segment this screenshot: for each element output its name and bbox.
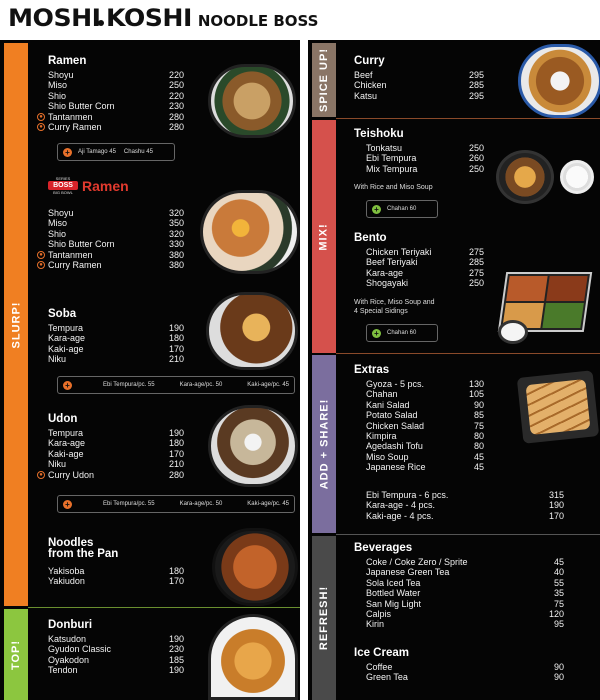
- divider-curry: [336, 118, 600, 119]
- section-ramen-title: Ramen: [48, 55, 87, 67]
- addon-ramen: + Aji Tamago 45 Chashu 45: [57, 143, 175, 161]
- section-soba-title: Soba: [48, 308, 77, 320]
- boss-series-logo: [48, 176, 129, 195]
- menu-item: ● Tantanmen 280: [48, 112, 184, 122]
- spicy-icon: ●: [37, 471, 45, 479]
- spicy-icon: ●: [37, 251, 45, 259]
- menu-item: Japanese Green Tea 40: [366, 567, 564, 578]
- band-top-label: TOP!: [10, 639, 23, 670]
- menu-item: Yakiudon 170: [48, 576, 184, 587]
- band-add-share-label: ADD + SHARE!: [318, 398, 331, 490]
- menu-item: Ebi Tempura - 6 pcs. 315: [366, 490, 564, 500]
- section-boss-ramen: [39, 208, 184, 271]
- section-beverages-title: Beverages: [354, 542, 413, 554]
- menu-item: ● Tantanmen 380: [48, 250, 184, 260]
- band-mix-label: MIX!: [318, 222, 331, 251]
- divider-mix: [336, 353, 600, 354]
- section-bento: [354, 232, 484, 316]
- plus-icon: +: [63, 148, 72, 157]
- menu-item: Green Tea 90: [366, 672, 564, 683]
- menu-item: Shoyu 220: [48, 70, 184, 80]
- menu-item: Japanese Rice 45: [366, 462, 484, 473]
- section-udon: [39, 413, 184, 480]
- band-add-share: [312, 355, 336, 533]
- menu-item: Miso 350: [48, 218, 184, 229]
- section-curry-title: Curry: [354, 55, 385, 67]
- spicy-icon: ●: [37, 123, 45, 131]
- menu-item: Ebi Tempura 260: [366, 153, 484, 164]
- menu-item: Kaki-age 170: [48, 448, 184, 459]
- menu-item: Calpis 120: [366, 609, 564, 620]
- menu-item: Shio 320: [48, 228, 184, 239]
- menu-item: Beef Teriyaki 285: [366, 257, 484, 268]
- band-slurp-label: SLURP!: [10, 301, 23, 348]
- menu-item: Katsu 295: [354, 90, 484, 101]
- boss-title: Ramen: [82, 177, 129, 194]
- band-spice: [312, 43, 336, 117]
- menu-item: Shio Butter Corn 230: [48, 101, 184, 112]
- section-donburi-title: Donburi: [48, 619, 93, 631]
- plus-icon: +: [63, 500, 72, 509]
- band-spice-label: SPICE UP!: [318, 47, 331, 113]
- menu-item: Yakisoba 180: [48, 566, 184, 576]
- menu-item: Oyakodon 185: [48, 654, 184, 665]
- menu-item: Shio Butter Corn 330: [48, 239, 184, 250]
- addon-soba: + Ebi Tempura/pc. 55 Kara-age/pc. 50 Kaki-age/pc. 45: [57, 376, 295, 394]
- addon-udon: + Ebi Tempura/pc. 55 Kara-age/pc. 50 Kaki-age/pc. 45: [57, 495, 295, 513]
- menu-item: Potato Salad 85: [366, 410, 484, 421]
- donburi-bowl-image: [208, 614, 298, 700]
- menu-item: Niku 210: [48, 354, 184, 365]
- section-icecream-title: Ice Cream: [354, 647, 409, 659]
- teishoku-note: With Rice and Miso Soup: [354, 184, 433, 192]
- divider-top: [28, 607, 300, 608]
- section-noodles-pan-title: Noodles from the Pan: [48, 537, 119, 560]
- spicy-icon: ●: [37, 113, 45, 121]
- menu-item: Kirin 95: [366, 619, 564, 630]
- menu-item: Gyoza - 5 pcs. 130: [366, 379, 484, 389]
- band-mix: [312, 120, 336, 353]
- menu-item: Coffee 90: [366, 662, 564, 672]
- boss-tag: SERIES BOSS BIG BOWL: [48, 176, 78, 195]
- section-extras-tempura: [354, 490, 564, 521]
- menu-item: Niku 210: [48, 459, 184, 470]
- menu-item: Kara-age 275: [366, 267, 484, 278]
- section-teishoku: [354, 128, 484, 192]
- menu-item: Kara-age 180: [48, 438, 184, 449]
- menu-item: Beef 295: [354, 70, 484, 80]
- menu-item: ● Curry Ramen 280: [48, 122, 184, 132]
- menu-item: Kara-age - 4 pcs. 190: [366, 500, 564, 511]
- menu-item: Tempura 190: [48, 428, 184, 438]
- band-refresh-label: REFRESH!: [318, 585, 331, 651]
- menu-item: Shogayaki 250: [366, 278, 484, 289]
- curry-plate-image: [518, 44, 600, 118]
- menu-item: Chicken 285: [354, 80, 484, 91]
- section-extras: [354, 364, 484, 473]
- menu-item: Sola Iced Tea 55: [366, 577, 564, 588]
- band-slurp: [4, 43, 28, 606]
- menu-item: Katsudon 190: [48, 634, 184, 644]
- menu-item: Miso 250: [48, 80, 184, 91]
- plus-icon: +: [372, 329, 381, 338]
- brand-logo-left: MOSHI: [8, 4, 101, 32]
- ramen-bowl-image: [208, 64, 296, 138]
- menu-item: ● Curry Ramen 380: [48, 260, 184, 270]
- menu-item: Kani Salad 90: [366, 399, 484, 410]
- menu-item: Shoyu 320: [48, 208, 184, 218]
- soba-bowl-image: [206, 292, 298, 370]
- menu-item: Mix Tempura 250: [366, 163, 484, 174]
- menu-item: Coke / Coke Zero / Sprite 45: [366, 557, 564, 567]
- menu-item: Tonkatsu 250: [366, 143, 484, 153]
- menu-item: Bottled Water 35: [366, 588, 564, 599]
- brand-logo-right: KOSHI: [106, 4, 192, 32]
- gyoza-image: [517, 370, 599, 444]
- bento-box-image: [498, 272, 596, 348]
- brand-header: [8, 4, 318, 34]
- section-teishoku-title: Teishoku: [354, 128, 404, 140]
- menu-item: Shio 220: [48, 90, 184, 101]
- divider-extras: [336, 534, 600, 535]
- udon-bowl-image: [208, 405, 298, 487]
- bento-note: With Rice, Miso Soup and 4 Special Sidings: [354, 298, 435, 315]
- section-beverages: [354, 542, 564, 630]
- plus-icon: +: [372, 205, 381, 214]
- section-noodles-pan: [48, 538, 184, 587]
- menu-item: Chicken Teriyaki 275: [366, 247, 484, 257]
- section-bento-title: Bento: [354, 232, 387, 244]
- section-curry: [354, 55, 484, 101]
- spicy-icon: ●: [37, 261, 45, 269]
- menu-item: Miso Soup 45: [366, 451, 484, 462]
- teishoku-image: [496, 150, 596, 220]
- menu-item: Gyudon Classic 230: [48, 644, 184, 655]
- plus-icon: +: [63, 381, 72, 390]
- menu-item: San Mig Light 75: [366, 598, 564, 609]
- boss-ramen-image: [200, 190, 300, 274]
- addon-teishoku: + Chahan 60: [366, 200, 438, 218]
- menu-item: Kaki-age 170: [48, 343, 184, 354]
- menu-item: Chahan 105: [366, 389, 484, 400]
- menu-item: Tendon 190: [48, 665, 184, 676]
- menu-item: Tempura 190: [48, 323, 184, 333]
- section-ramen: [39, 55, 184, 133]
- menu-item: Chicken Salad 75: [366, 420, 484, 431]
- menu-item: Kara-age 180: [48, 333, 184, 344]
- section-udon-title: Udon: [48, 413, 78, 425]
- menu-item: Kimpira 80: [366, 431, 484, 442]
- section-donburi: [48, 619, 184, 676]
- section-extras-title: Extras: [354, 364, 390, 376]
- band-refresh: [312, 536, 336, 700]
- band-top: [4, 609, 28, 700]
- section-icecream: [354, 647, 564, 683]
- yakisoba-image: [212, 528, 298, 606]
- addon-bento: + Chahan 60: [366, 324, 438, 342]
- section-soba: [48, 308, 184, 365]
- menu-item: ● Curry Udon 280: [48, 470, 184, 480]
- menu-item: Agedashi Tofu 80: [366, 441, 484, 452]
- brand-subtitle: NOODLE BOSS: [197, 12, 319, 30]
- menu-item: Kaki-age - 4 pcs. 170: [366, 510, 564, 521]
